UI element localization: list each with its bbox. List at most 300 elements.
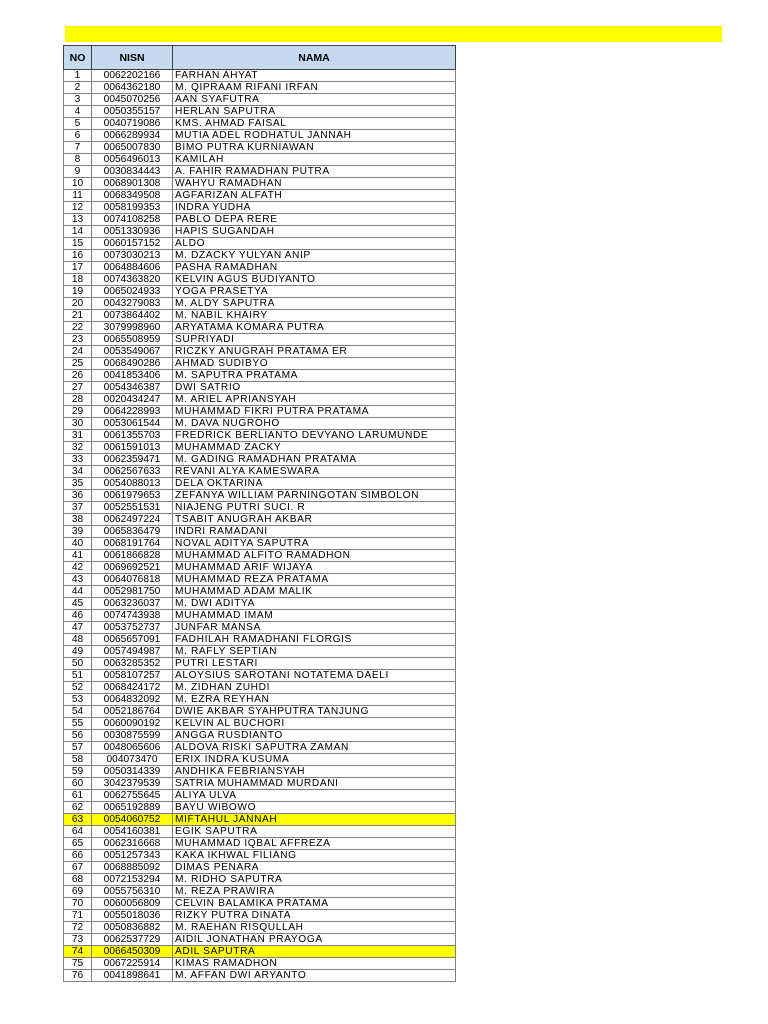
row-no-cell: 60 <box>64 778 92 790</box>
row-nisn-cell: 0064228993 <box>92 406 173 418</box>
table-row <box>64 406 456 418</box>
row-nama-cell: MUHAMMAD ALFITO RAMADHON <box>173 550 456 562</box>
row-nisn-cell: 0068901308 <box>92 178 173 190</box>
table-row <box>64 262 456 274</box>
row-nisn-cell: 0054088013 <box>92 478 173 490</box>
row-no-cell: 46 <box>64 610 92 622</box>
row-no-cell: 35 <box>64 478 92 490</box>
table-row <box>64 490 456 502</box>
row-nisn-cell: 0056496013 <box>92 154 173 166</box>
row-no-cell: 11 <box>64 190 92 202</box>
row-nisn-cell: 0054160381 <box>92 826 173 838</box>
table-row <box>64 466 456 478</box>
table-row <box>64 526 456 538</box>
row-nama-cell: DWIE AKBAR SYAHPUTRA TANJUNG <box>173 706 456 718</box>
row-nama-cell: MUHAMMAD FIKRI PUTRA PRATAMA <box>173 406 456 418</box>
row-nama-cell: KELVIN AGUS BUDIYANTO <box>173 274 456 286</box>
row-no-cell: 40 <box>64 538 92 550</box>
row-nama-cell: M. DWI ADITYA <box>173 598 456 610</box>
row-no-cell: 32 <box>64 442 92 454</box>
row-no-cell: 37 <box>64 502 92 514</box>
table-row <box>64 502 456 514</box>
row-nisn-cell: 0020434247 <box>92 394 173 406</box>
table-row <box>64 634 456 646</box>
row-nama-cell: M. RAFLY SEPTIAN <box>173 646 456 658</box>
row-no-cell: 56 <box>64 730 92 742</box>
row-nisn-cell: 0058107257 <box>92 670 173 682</box>
row-nisn-cell: 0041853406 <box>92 370 173 382</box>
row-nisn-cell: 0068885092 <box>92 862 173 874</box>
row-nisn-cell: 0062359471 <box>92 454 173 466</box>
row-nisn-cell: 0062202166 <box>92 70 173 82</box>
table-row <box>64 334 456 346</box>
row-nama-cell: M. DZACKY YULYAN ANIP <box>173 250 456 262</box>
table-row <box>64 562 456 574</box>
row-no-cell: 59 <box>64 766 92 778</box>
table-row <box>64 298 456 310</box>
row-nama-cell: NIAJENG PUTRI SUCI. R <box>173 502 456 514</box>
row-no-cell: 49 <box>64 646 92 658</box>
row-no-cell: 70 <box>64 898 92 910</box>
row-nama-cell: INDRI RAMADANI <box>173 526 456 538</box>
row-nisn-cell: 0065007830 <box>92 142 173 154</box>
row-nama-cell: MUHAMMAD REZA PRATAMA <box>173 574 456 586</box>
row-nisn-cell: 3042379539 <box>92 778 173 790</box>
row-nisn-cell: 0067225914 <box>92 958 173 970</box>
header-no: NO <box>64 46 92 70</box>
row-no-cell: 5 <box>64 118 92 130</box>
row-no-cell: 10 <box>64 178 92 190</box>
row-nama-cell: M. AFFAN DWI ARYANTO <box>173 970 456 982</box>
row-no-cell: 9 <box>64 166 92 178</box>
row-no-cell: 29 <box>64 406 92 418</box>
table-row <box>64 214 456 226</box>
row-no-cell: 7 <box>64 142 92 154</box>
table-row <box>64 130 456 142</box>
row-nisn-cell: 0045070256 <box>92 94 173 106</box>
table-row <box>64 706 456 718</box>
row-nisn-cell: 0054060752 <box>92 814 173 826</box>
row-nama-cell: KIMAS RAMADHON <box>173 958 456 970</box>
table-row <box>64 358 456 370</box>
row-nama-cell: EGIK SAPUTRA <box>173 826 456 838</box>
table-row <box>64 202 456 214</box>
row-no-cell: 65 <box>64 838 92 850</box>
table-row <box>64 970 456 982</box>
row-nisn-cell: 0050355157 <box>92 106 173 118</box>
row-nama-cell: NOVAL ADITYA SAPUTRA <box>173 538 456 550</box>
row-nisn-cell: 0030875599 <box>92 730 173 742</box>
row-nisn-cell: 0051330936 <box>92 226 173 238</box>
row-no-cell: 55 <box>64 718 92 730</box>
table-row <box>64 118 456 130</box>
row-no-cell: 21 <box>64 310 92 322</box>
table-row <box>64 730 456 742</box>
row-nama-cell: DELA OKTARINA <box>173 478 456 490</box>
row-nisn-cell: 0052186764 <box>92 706 173 718</box>
row-no-cell: 63 <box>64 814 92 826</box>
row-nisn-cell: 0052551531 <box>92 502 173 514</box>
row-nisn-cell: 0054346387 <box>92 382 173 394</box>
row-no-cell: 53 <box>64 694 92 706</box>
table-row <box>64 946 456 958</box>
table-row <box>64 538 456 550</box>
row-nisn-cell: 0061866828 <box>92 550 173 562</box>
row-nama-cell: A. FAHIR RAMADHAN PUTRA <box>173 166 456 178</box>
row-nisn-cell: 0043279083 <box>92 298 173 310</box>
row-nisn-cell: 0073030213 <box>92 250 173 262</box>
table-row <box>64 322 456 334</box>
row-nama-cell: M. RIDHO SAPUTRA <box>173 874 456 886</box>
row-no-cell: 14 <box>64 226 92 238</box>
row-nisn-cell: 0066289934 <box>92 130 173 142</box>
table-body <box>64 70 456 982</box>
table-row <box>64 82 456 94</box>
row-nisn-cell: 0062567633 <box>92 466 173 478</box>
row-nama-cell: FARHAN AHYAT <box>173 70 456 82</box>
row-no-cell: 8 <box>64 154 92 166</box>
table-row <box>64 646 456 658</box>
table-row <box>64 898 456 910</box>
row-no-cell: 17 <box>64 262 92 274</box>
row-nama-cell: ALDOVA RISKI SAPUTRA ZAMAN <box>173 742 456 754</box>
row-no-cell: 76 <box>64 970 92 982</box>
row-nama-cell: YOGA PRASETYA <box>173 286 456 298</box>
row-nisn-cell: 0062316668 <box>92 838 173 850</box>
table-header <box>64 46 456 70</box>
row-nama-cell: FADHILAH RAMADHANI FLORGIS <box>173 634 456 646</box>
row-no-cell: 57 <box>64 742 92 754</box>
row-nisn-cell: 0055018036 <box>92 910 173 922</box>
row-nama-cell: PASHA RAMADHAN <box>173 262 456 274</box>
row-no-cell: 71 <box>64 910 92 922</box>
row-no-cell: 16 <box>64 250 92 262</box>
row-nama-cell: RIZKY PUTRA DINATA <box>173 910 456 922</box>
table-row <box>64 610 456 622</box>
row-nama-cell: M. RAEHAN RISQULLAH <box>173 922 456 934</box>
row-nisn-cell: 0058199353 <box>92 202 173 214</box>
row-nama-cell: PUTRI LESTARI <box>173 658 456 670</box>
row-nama-cell: MUHAMMAD ADAM MALIK <box>173 586 456 598</box>
row-nisn-cell: 0050836882 <box>92 922 173 934</box>
table-row <box>64 394 456 406</box>
highlight-title-bar <box>65 26 722 42</box>
row-nisn-cell: 0030834443 <box>92 166 173 178</box>
row-nisn-cell: 0065192889 <box>92 802 173 814</box>
row-nama-cell: M. ZIDHAN ZUHDI <box>173 682 456 694</box>
row-nama-cell: M. ARIEL APRIANSYAH <box>173 394 456 406</box>
row-nama-cell: PABLO DEPA RERE <box>173 214 456 226</box>
table-row <box>64 310 456 322</box>
row-nama-cell: ALDO <box>173 238 456 250</box>
row-nama-cell: MUHAMMAD IMAM <box>173 610 456 622</box>
table-row <box>64 598 456 610</box>
row-no-cell: 58 <box>64 754 92 766</box>
row-nama-cell: AAN SYAFUTRA <box>173 94 456 106</box>
row-no-cell: 64 <box>64 826 92 838</box>
row-nisn-cell: 0068191764 <box>92 538 173 550</box>
header-row <box>64 46 456 70</box>
table-row <box>64 514 456 526</box>
row-no-cell: 44 <box>64 586 92 598</box>
row-no-cell: 1 <box>64 70 92 82</box>
table-row <box>64 838 456 850</box>
row-nama-cell: TSABIT ANUGRAH AKBAR <box>173 514 456 526</box>
row-nisn-cell: 0068490286 <box>92 358 173 370</box>
row-nisn-cell: 0072153294 <box>92 874 173 886</box>
row-nisn-cell: 0055756310 <box>92 886 173 898</box>
row-nisn-cell: 0057494987 <box>92 646 173 658</box>
row-no-cell: 48 <box>64 634 92 646</box>
row-nisn-cell: 0064884606 <box>92 262 173 274</box>
row-nama-cell: M. SAPUTRA PRATAMA <box>173 370 456 382</box>
row-nisn-cell: 0065024933 <box>92 286 173 298</box>
table-row <box>64 670 456 682</box>
table-row <box>64 754 456 766</box>
row-nama-cell: CELVIN BALAMIKA PRATAMA <box>173 898 456 910</box>
row-nama-cell: M. REZA PRAWIRA <box>173 886 456 898</box>
table-row <box>64 550 456 562</box>
row-nama-cell: MIFTAHUL JANNAH <box>173 814 456 826</box>
row-nama-cell: INDRA YUDHA <box>173 202 456 214</box>
table-row <box>64 382 456 394</box>
row-nisn-cell: 0061355703 <box>92 430 173 442</box>
row-nisn-cell: 0069692521 <box>92 562 173 574</box>
row-nisn-cell: 0048065606 <box>92 742 173 754</box>
row-nisn-cell: 0060090192 <box>92 718 173 730</box>
row-nisn-cell: 0061979653 <box>92 490 173 502</box>
table-row <box>64 442 456 454</box>
table-row <box>64 454 456 466</box>
row-nisn-cell: 0074108258 <box>92 214 173 226</box>
row-nama-cell: M. EZRA REYHAN <box>173 694 456 706</box>
table-row <box>64 790 456 802</box>
row-no-cell: 22 <box>64 322 92 334</box>
row-nama-cell: KAMILAH <box>173 154 456 166</box>
row-nama-cell: HAPIS SUGANDAH <box>173 226 456 238</box>
table-row <box>64 226 456 238</box>
row-nama-cell: M. QIPRAAM RIFANI IRFAN <box>173 82 456 94</box>
row-nama-cell: M. ALDY SAPUTRA <box>173 298 456 310</box>
row-nama-cell: ADIL SAPUTRA <box>173 946 456 958</box>
row-no-cell: 27 <box>64 382 92 394</box>
row-no-cell: 25 <box>64 358 92 370</box>
row-no-cell: 51 <box>64 670 92 682</box>
header-nama: NAMA <box>173 46 456 70</box>
table-row <box>64 274 456 286</box>
row-nama-cell: KMS. AHMAD FAISAL <box>173 118 456 130</box>
row-nama-cell: M. NABIL KHAIRY <box>173 310 456 322</box>
row-nama-cell: AHMAD SUDIBYO <box>173 358 456 370</box>
row-no-cell: 62 <box>64 802 92 814</box>
table-row <box>64 154 456 166</box>
table-row <box>64 346 456 358</box>
row-no-cell: 72 <box>64 922 92 934</box>
row-nama-cell: DIMAS PENARA <box>173 862 456 874</box>
row-nama-cell: HERLAN SAPUTRA <box>173 106 456 118</box>
row-nama-cell: JUNFAR MANSA <box>173 622 456 634</box>
student-table <box>63 45 456 982</box>
row-no-cell: 45 <box>64 598 92 610</box>
table-row <box>64 418 456 430</box>
table-row <box>64 250 456 262</box>
row-nama-cell: BIMO PUTRA KURNIAWAN <box>173 142 456 154</box>
row-nisn-cell: 0064362180 <box>92 82 173 94</box>
row-no-cell: 36 <box>64 490 92 502</box>
table-row <box>64 910 456 922</box>
row-nama-cell: SATRIA MUHAMMAD MURDANI <box>173 778 456 790</box>
table-row <box>64 586 456 598</box>
row-nama-cell: M. DAVA NUGROHO <box>173 418 456 430</box>
row-nisn-cell: 0060157152 <box>92 238 173 250</box>
row-nisn-cell: 0074743938 <box>92 610 173 622</box>
row-nisn-cell: 0062497224 <box>92 514 173 526</box>
row-no-cell: 6 <box>64 130 92 142</box>
row-no-cell: 75 <box>64 958 92 970</box>
row-no-cell: 67 <box>64 862 92 874</box>
row-nisn-cell: 004073470 <box>92 754 173 766</box>
table-row <box>64 934 456 946</box>
row-no-cell: 52 <box>64 682 92 694</box>
table-row <box>64 430 456 442</box>
table-row <box>64 190 456 202</box>
row-nisn-cell: 0053549067 <box>92 346 173 358</box>
row-no-cell: 38 <box>64 514 92 526</box>
table-row <box>64 658 456 670</box>
row-no-cell: 23 <box>64 334 92 346</box>
row-nisn-cell: 0065508959 <box>92 334 173 346</box>
row-nisn-cell: 3079998960 <box>92 322 173 334</box>
table-row <box>64 142 456 154</box>
row-nama-cell: KELVIN AL BUCHORI <box>173 718 456 730</box>
row-no-cell: 74 <box>64 946 92 958</box>
row-nisn-cell: 0073864402 <box>92 310 173 322</box>
table-row <box>64 922 456 934</box>
row-nisn-cell: 0074363820 <box>92 274 173 286</box>
row-no-cell: 18 <box>64 274 92 286</box>
row-no-cell: 54 <box>64 706 92 718</box>
table-row <box>64 850 456 862</box>
row-no-cell: 31 <box>64 430 92 442</box>
row-no-cell: 33 <box>64 454 92 466</box>
row-no-cell: 34 <box>64 466 92 478</box>
row-nama-cell: BAYU WIBOWO <box>173 802 456 814</box>
row-no-cell: 26 <box>64 370 92 382</box>
row-nama-cell: MUTIA ADEL RODHATUL JANNAH <box>173 130 456 142</box>
row-no-cell: 3 <box>64 94 92 106</box>
row-no-cell: 68 <box>64 874 92 886</box>
row-nama-cell: ERIX INDRA KUSUMA <box>173 754 456 766</box>
row-nisn-cell: 0062755645 <box>92 790 173 802</box>
table-row <box>64 166 456 178</box>
row-no-cell: 12 <box>64 202 92 214</box>
table-row <box>64 70 456 82</box>
row-nisn-cell: 0053752737 <box>92 622 173 634</box>
row-nisn-cell: 0066450309 <box>92 946 173 958</box>
row-nisn-cell: 0065657091 <box>92 634 173 646</box>
row-nama-cell: ARYATAMA KOMARA PUTRA <box>173 322 456 334</box>
row-nisn-cell: 0064832092 <box>92 694 173 706</box>
row-nisn-cell: 0062537729 <box>92 934 173 946</box>
row-nama-cell: ANGGA RUSDIANTO <box>173 730 456 742</box>
row-no-cell: 61 <box>64 790 92 802</box>
row-nama-cell: MUHAMMAD ZACKY <box>173 442 456 454</box>
row-nama-cell: REVANI ALYA KAMESWARA <box>173 466 456 478</box>
header-nisn: NISN <box>92 46 173 70</box>
row-no-cell: 73 <box>64 934 92 946</box>
table-row <box>64 874 456 886</box>
row-nisn-cell: 0053061544 <box>92 418 173 430</box>
row-nisn-cell: 0040719086 <box>92 118 173 130</box>
row-nama-cell: AGFARIZAN ALFATH <box>173 190 456 202</box>
row-no-cell: 39 <box>64 526 92 538</box>
row-nisn-cell: 0061591013 <box>92 442 173 454</box>
table-row <box>64 766 456 778</box>
row-no-cell: 24 <box>64 346 92 358</box>
row-no-cell: 69 <box>64 886 92 898</box>
row-nama-cell: MUHAMMAD IQBAL AFFREZA <box>173 838 456 850</box>
table-row <box>64 574 456 586</box>
table-row <box>64 778 456 790</box>
table-row <box>64 286 456 298</box>
row-no-cell: 20 <box>64 298 92 310</box>
row-nama-cell: FREDRICK BERLIANTO DEVYANO LARUMUNDE <box>173 430 456 442</box>
row-nisn-cell: 0051257343 <box>92 850 173 862</box>
row-nisn-cell: 0064076818 <box>92 574 173 586</box>
row-nama-cell: ALOYSIUS SAROTANI NOTATEMA DAELI <box>173 670 456 682</box>
row-nama-cell: DWI SATRIO <box>173 382 456 394</box>
table-row <box>64 694 456 706</box>
row-no-cell: 42 <box>64 562 92 574</box>
row-no-cell: 43 <box>64 574 92 586</box>
table-row <box>64 742 456 754</box>
row-nisn-cell: 0068349508 <box>92 190 173 202</box>
row-no-cell: 50 <box>64 658 92 670</box>
table-row <box>64 370 456 382</box>
row-no-cell: 66 <box>64 850 92 862</box>
row-nisn-cell: 0065836479 <box>92 526 173 538</box>
row-no-cell: 4 <box>64 106 92 118</box>
row-nisn-cell: 0052981750 <box>92 586 173 598</box>
row-nama-cell: MUHAMMAD ARIF WIJAYA <box>173 562 456 574</box>
table-row <box>64 682 456 694</box>
row-nama-cell: ALIYA ULVA <box>173 790 456 802</box>
table-row <box>64 478 456 490</box>
row-no-cell: 13 <box>64 214 92 226</box>
row-nama-cell: SUPRIYADI <box>173 334 456 346</box>
row-nama-cell: WAHYU RAMADHAN <box>173 178 456 190</box>
row-no-cell: 15 <box>64 238 92 250</box>
row-nisn-cell: 0063236037 <box>92 598 173 610</box>
row-no-cell: 19 <box>64 286 92 298</box>
table-row <box>64 178 456 190</box>
table-row <box>64 826 456 838</box>
row-nisn-cell: 0063285352 <box>92 658 173 670</box>
row-no-cell: 41 <box>64 550 92 562</box>
table-row <box>64 106 456 118</box>
row-nama-cell: AIDIL JONATHAN PRAYOGA <box>173 934 456 946</box>
row-nama-cell: M. GADING RAMADHAN PRATAMA <box>173 454 456 466</box>
row-nisn-cell: 0041898641 <box>92 970 173 982</box>
row-nama-cell: RICZKY ANUGRAH PRATAMA ER <box>173 346 456 358</box>
table-row <box>64 94 456 106</box>
row-nama-cell: ANDHIKA FEBRIANSYAH <box>173 766 456 778</box>
table-row <box>64 718 456 730</box>
table-row <box>64 886 456 898</box>
row-nama-cell: KAKA IKHWAL FILIANG <box>173 850 456 862</box>
table-row <box>64 238 456 250</box>
row-no-cell: 30 <box>64 418 92 430</box>
